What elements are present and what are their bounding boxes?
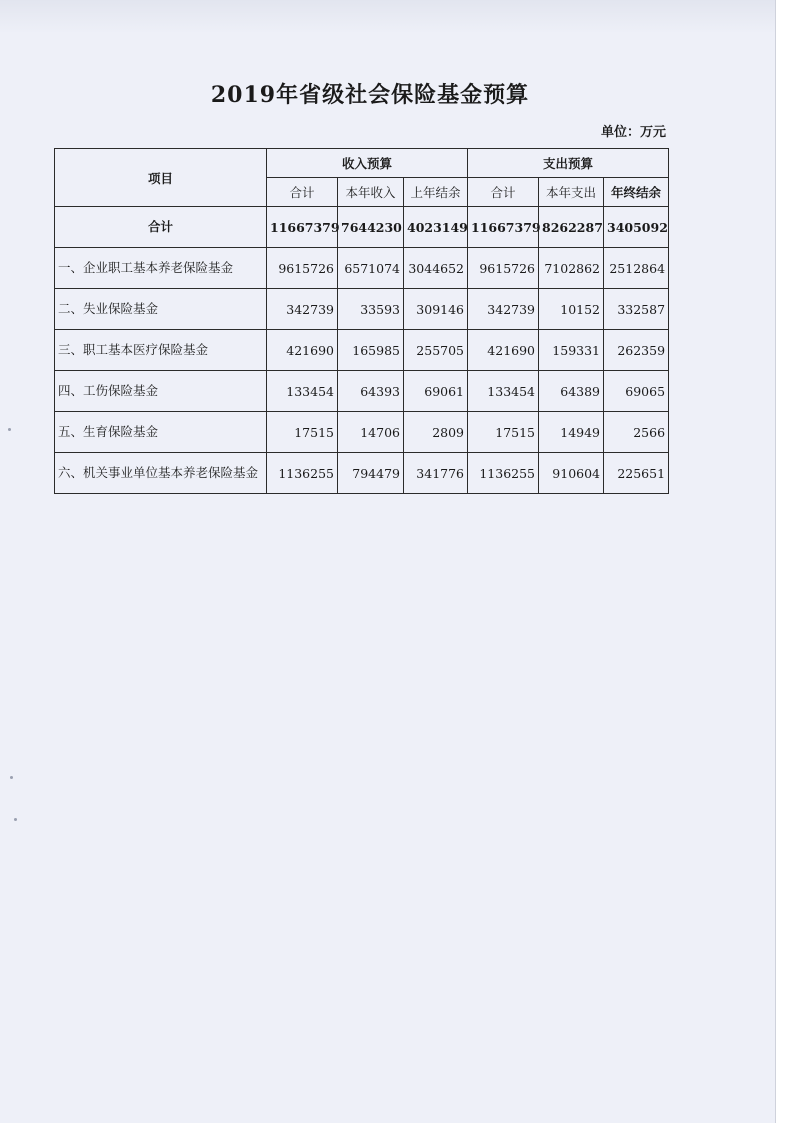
cell-expense-total: 9615726: [468, 248, 539, 289]
header-income-current: 本年收入: [338, 178, 404, 207]
unit-note: 单位：万元: [600, 125, 666, 140]
cell-expense-year-end-balance: 225651: [604, 453, 669, 494]
cell-income-prior-balance: 4023149: [404, 207, 468, 248]
table-row: [55, 289, 669, 330]
cell-income-current: 64393: [338, 371, 404, 412]
cell-income-current: 794479: [338, 453, 404, 494]
cell-income-prior-balance: 255705: [404, 330, 468, 371]
cell-income-total: 11667379: [267, 207, 338, 248]
cell-income-total: 421690: [267, 330, 338, 371]
cell-income-prior-balance: 69061: [404, 371, 468, 412]
row-label: 三、职工基本医疗保险基金: [55, 330, 267, 371]
cell-expense-total: 11667379: [468, 207, 539, 248]
cell-expense-current: 159331: [539, 330, 604, 371]
budget-table: [54, 148, 669, 494]
cell-income-total: 342739: [267, 289, 338, 330]
cell-expense-year-end-balance: 2566: [604, 412, 669, 453]
row-label: 五、生育保险基金: [55, 412, 267, 453]
cell-income-current: 14706: [338, 412, 404, 453]
table-row: [55, 248, 669, 289]
table-row-total: [55, 207, 669, 248]
cell-expense-total: 342739: [468, 289, 539, 330]
cell-expense-current: 64389: [539, 371, 604, 412]
header-row-groups: [55, 149, 669, 178]
cell-income-current: 7644230: [338, 207, 404, 248]
cell-income-total: 17515: [267, 412, 338, 453]
header-expense-current: 本年支出: [539, 178, 604, 207]
cell-expense-total: 421690: [468, 330, 539, 371]
cell-expense-current: 10152: [539, 289, 604, 330]
row-label: 合计: [55, 207, 267, 248]
header-expense-group: 支出预算: [468, 149, 669, 178]
scan-speck: [14, 818, 17, 821]
scan-speck: [10, 776, 13, 779]
cell-income-prior-balance: 309146: [404, 289, 468, 330]
cell-income-prior-balance: 3044652: [404, 248, 468, 289]
cell-income-prior-balance: 341776: [404, 453, 468, 494]
cell-expense-year-end-balance: 262359: [604, 330, 669, 371]
cell-income-current: 33593: [338, 289, 404, 330]
cell-expense-current: 910604: [539, 453, 604, 494]
cell-expense-current: 7102862: [539, 248, 604, 289]
cell-income-total: 9615726: [267, 248, 338, 289]
table-row: [55, 412, 669, 453]
row-label: 一、企业职工基本养老保险基金: [55, 248, 267, 289]
header-income-group: 收入预算: [267, 149, 468, 178]
cell-expense-current: 8262287: [539, 207, 604, 248]
cell-expense-total: 133454: [468, 371, 539, 412]
header-item: 项目: [55, 149, 267, 207]
header-income-total: 合计: [267, 178, 338, 207]
cell-income-total: 133454: [267, 371, 338, 412]
scan-shadow-top: [0, 0, 776, 34]
cell-income-current: 6571074: [338, 248, 404, 289]
page-title: 2019年省级社会保险基金预算: [210, 82, 530, 108]
cell-income-total: 1136255: [267, 453, 338, 494]
cell-expense-year-end-balance: 332587: [604, 289, 669, 330]
row-label: 六、机关事业单位基本养老保险基金: [55, 453, 267, 494]
cell-expense-year-end-balance: 69065: [604, 371, 669, 412]
scan-speck: [8, 428, 11, 431]
cell-expense-year-end-balance: 3405092: [604, 207, 669, 248]
cell-expense-year-end-balance: 2512864: [604, 248, 669, 289]
scan-edge-right: [775, 0, 794, 1123]
cell-income-current: 165985: [338, 330, 404, 371]
table-row: [55, 453, 669, 494]
cell-expense-current: 14949: [539, 412, 604, 453]
table-row: [55, 371, 669, 412]
table-row: [55, 330, 669, 371]
row-label: 四、工伤保险基金: [55, 371, 267, 412]
cell-expense-total: 1136255: [468, 453, 539, 494]
header-income-prior-balance: 上年结余: [404, 178, 468, 207]
cell-expense-total: 17515: [468, 412, 539, 453]
header-expense-year-end-balance: 年终结余: [604, 178, 669, 207]
header-expense-total: 合计: [468, 178, 539, 207]
row-label: 二、失业保险基金: [55, 289, 267, 330]
cell-income-prior-balance: 2809: [404, 412, 468, 453]
